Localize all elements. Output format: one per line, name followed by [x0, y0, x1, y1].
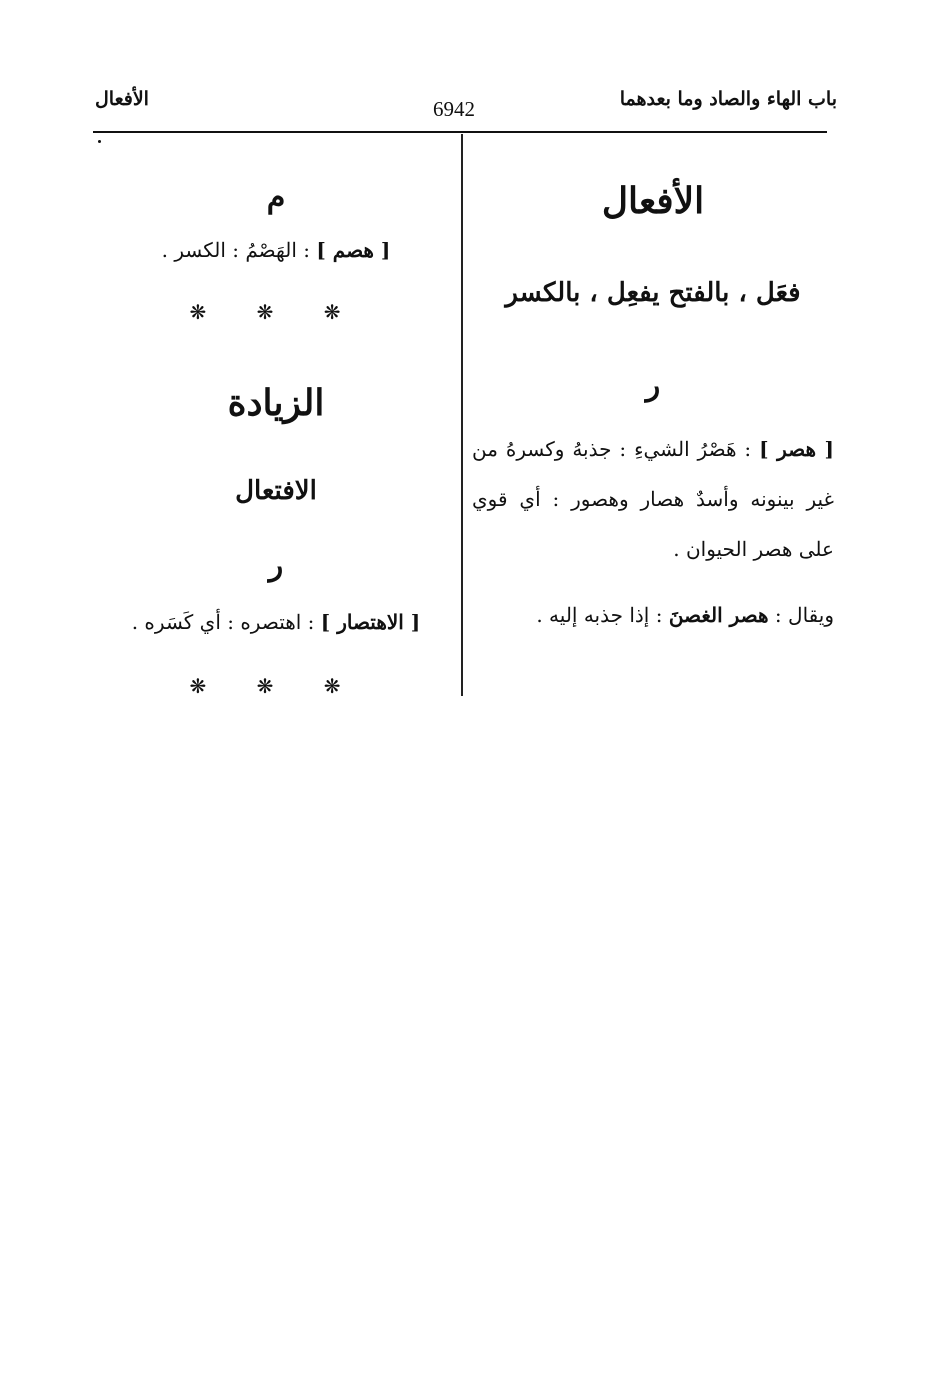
column-divider [461, 134, 463, 696]
letter-heading: ر [645, 368, 661, 403]
entry-text: : إذا جذبه إليه . [536, 603, 669, 627]
section-title: الأفعال [601, 180, 705, 222]
separator-stars: ❋ ❋ ❋ [189, 674, 363, 698]
section-subtitle: الافتعال [235, 476, 317, 506]
letter-heading: م [266, 180, 286, 215]
entry-keyword: هصر الغصنَ [668, 603, 769, 627]
entry-keyword: [ هصم ] [316, 238, 391, 262]
letter-heading: ر [268, 548, 284, 583]
entry-text: : اهتصره : أي كَسَره . [131, 610, 321, 634]
entry-ihtisar [100, 610, 452, 634]
entry-hasm [100, 238, 452, 262]
header-rule [93, 131, 827, 133]
entry-prefix: ويقال : [768, 603, 834, 627]
running-header-chapter: باب الهاء والصاد وما بعدهما [619, 88, 837, 110]
entry-text: : هَصْرُ الشيءِ : جذبهُ وكسرهُ من غير بينونه وأسدٌ هصار وهصور : أي قوي على هصر الحيوان . [472, 437, 834, 561]
separator-stars: ❋ ❋ ❋ [189, 300, 363, 324]
section-subtitle: فعَل ، بالفتح يفعِل ، بالكسر [505, 278, 801, 308]
entry-hasr-alghusn [472, 590, 834, 640]
entry-keyword: [ هصر ] [759, 437, 835, 461]
page-number: 6942 [433, 97, 475, 121]
entry-text: : الهَصْمُ : الكسر . [161, 238, 317, 262]
header-dot [98, 140, 101, 143]
entry-hasr [472, 424, 834, 574]
entry-keyword: [ الاهتصار ] [320, 610, 421, 634]
running-header-section: الأفعال [95, 88, 149, 110]
section-title: الزيادة [227, 382, 325, 424]
